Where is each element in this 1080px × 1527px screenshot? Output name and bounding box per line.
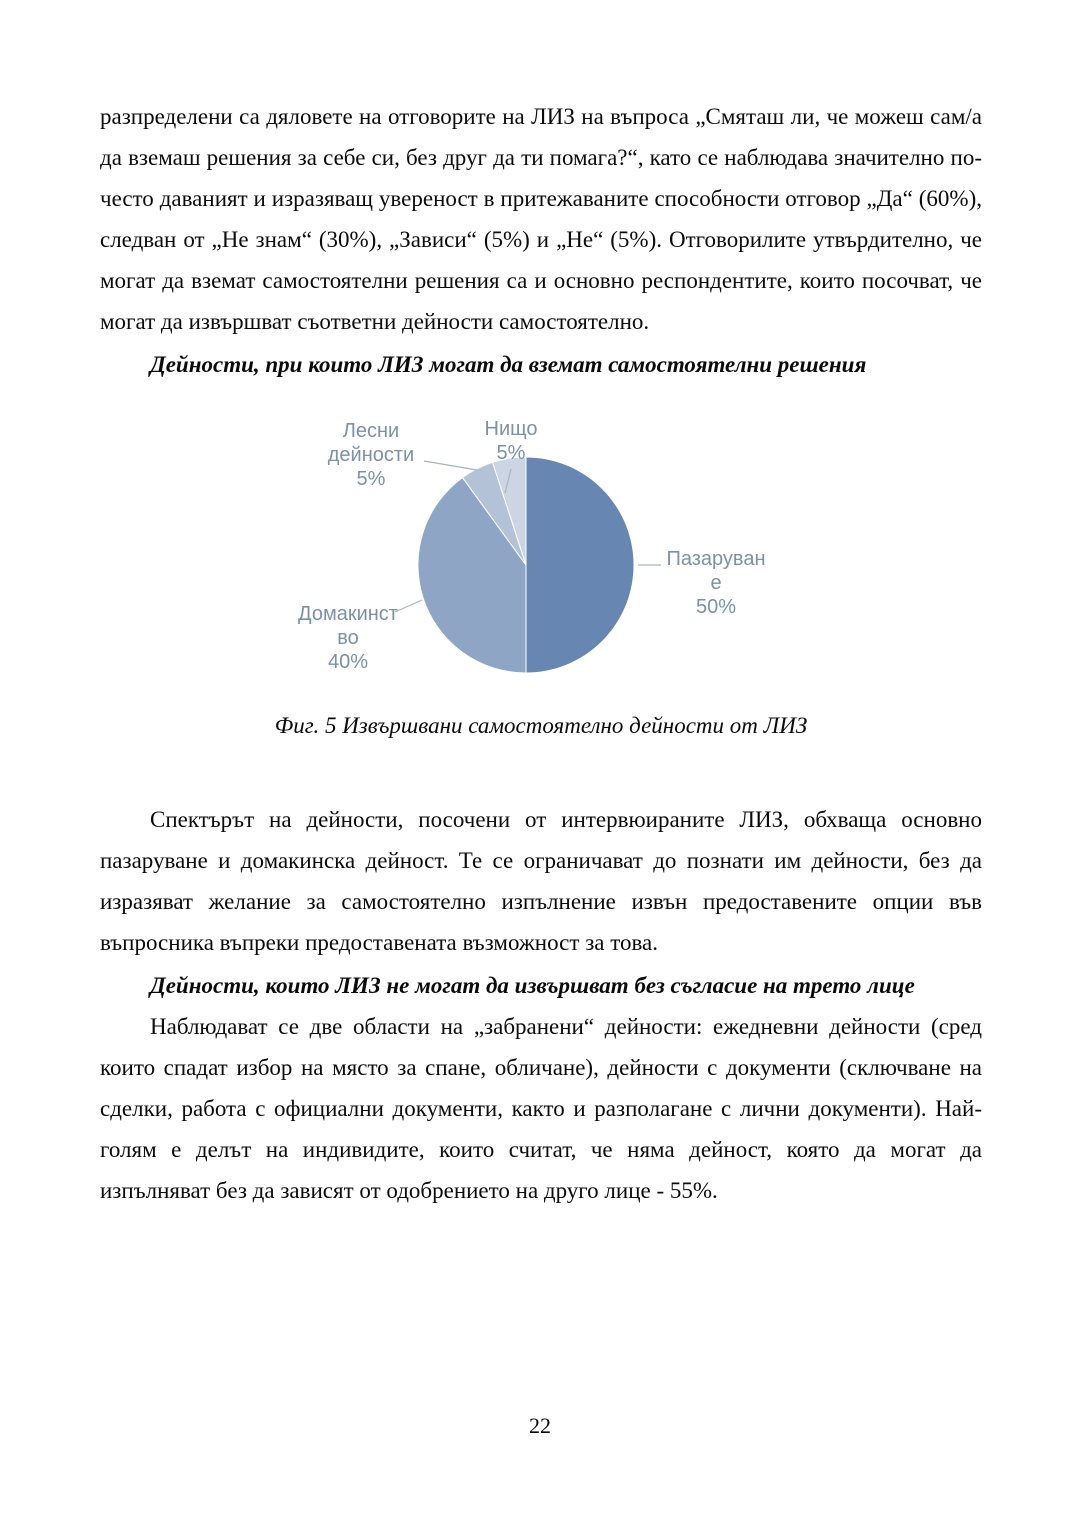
page-content: [100, 96, 982, 1211]
pie-leader-line-3: [424, 461, 477, 470]
figure-5: [100, 415, 982, 741]
pie-label-1: Пазаруван е 50%: [666, 548, 766, 618]
pie-label-4: Нищо 5%: [484, 418, 538, 464]
section-heading-1: Дейности, при които ЛИЗ могат да вземат самостоятелни решения: [150, 352, 867, 377]
pie-label-2: Домакинст во 40%: [298, 603, 398, 673]
pie-slice-1: [526, 457, 634, 673]
body-paragraph-1: разпределени са дяловете на отговорите на ЛИЗ на въпроса „Смяташ ли, че можеш сам/а да вземаш решения за себе си, без друг да ти помага?“, като се наблюдава значително по-често даваният и изразяващ увереност в притежаваните способности отговор „Да“ (60%), следван от „Не знам“ (30%), „Зависи“ (5%) и „Не“ (5%). Отговорилите утвърдително, че могат да вземат самостоятелни решения са и основно респондентите, които посочват, че могат да извършват съответни дейности самостоятелно.: [100, 104, 982, 334]
body-paragraph-3: Наблюдават се две области на „забранени“ дейности: ежедневни дейности (сред които спадат избор на място за спане, обличане), дейности с документи (сключване на сделки, работа с официални документи, както и разполагане с лични документи). Най-голям е делът на индивидите, които считат, че няма дейност, която да могат да изпълняват без да зависят от одобрението на друго лице - 55%.: [100, 1014, 982, 1203]
figure-caption: Фиг. 5 Извършвани самостоятелно дейности от ЛИЗ: [274, 713, 808, 738]
pie-leader-line-2: [395, 600, 422, 612]
pie-label-3: Лесни дейности 5%: [327, 420, 415, 490]
page-number: 22: [529, 1413, 551, 1438]
pie-chart-svg: [291, 415, 791, 690]
body-paragraph-2: Спектърът на дейности, посочени от интервюираните ЛИЗ, обхваща основно пазаруване и домакинска дейност. Те се ограничават до познати им дейности, без да изразяват желание за самостоятелно изпълнение извън предоставените опции във въпросника въпреки предоставената възможност за това.: [100, 807, 982, 955]
section-heading-2: Дейности, които ЛИЗ не могат да извършват без съгласие на трето лице: [150, 973, 915, 998]
